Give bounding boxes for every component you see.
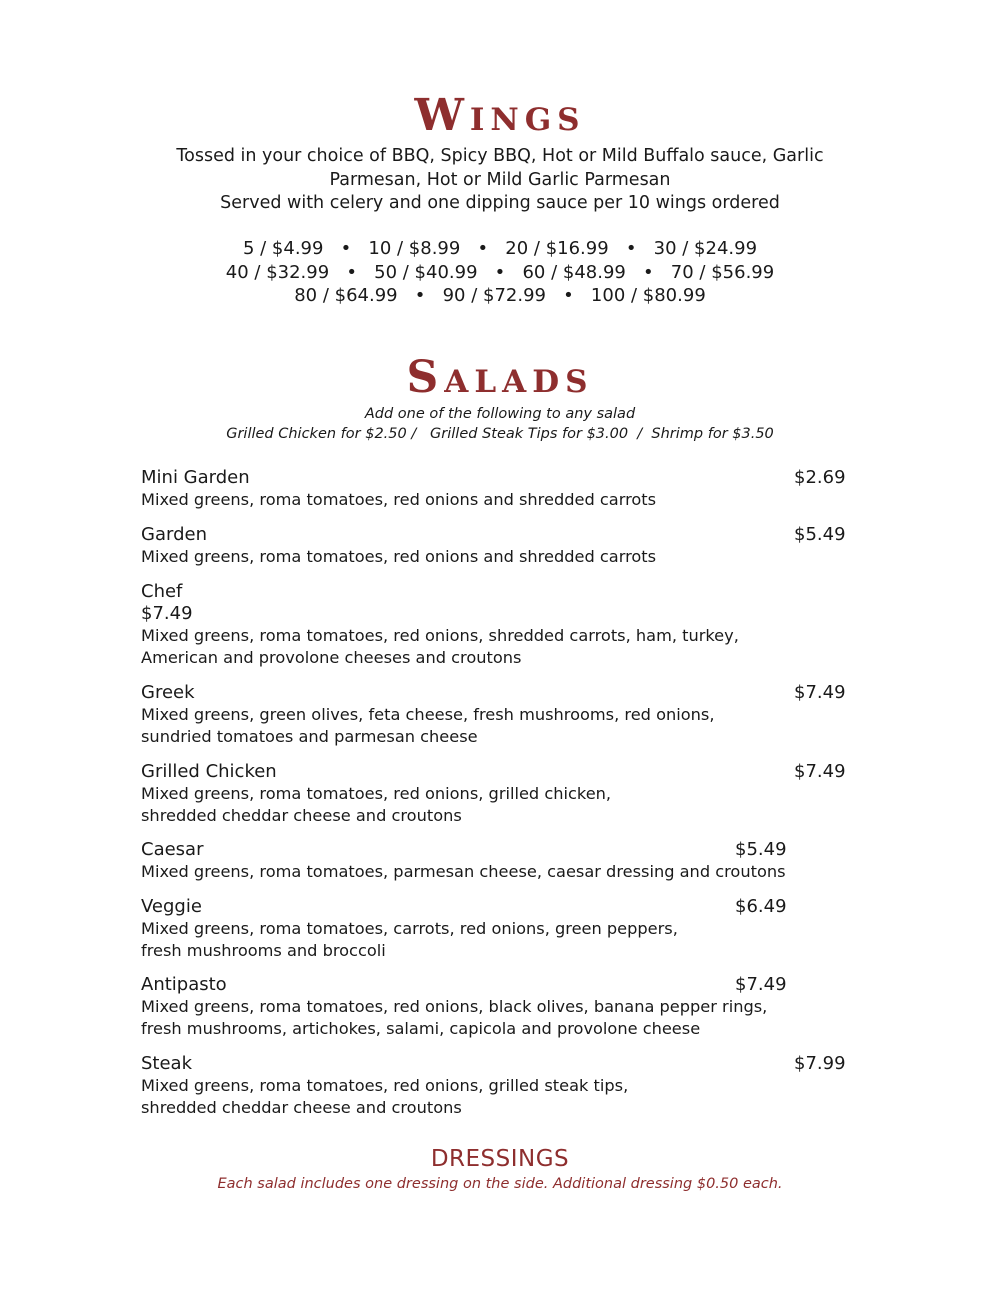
wings-heading: Wings bbox=[414, 90, 586, 141]
dressings-note: Each salad includes one dressing on the side. Additional dressing $0.50 each. bbox=[217, 1176, 783, 1192]
wings-description-line: Served with celery and one dipping sauce per 10 wings ordered bbox=[220, 193, 780, 213]
wings-price-line: 80 / $64.99 • 90 / $72.99 • 100 / $80.99 bbox=[294, 285, 706, 306]
salad-addon-note bbox=[0, 404, 1000, 444]
salad-description: Mixed greens, roma tomatoes, red onions, grilled steak tips, bbox=[141, 1076, 629, 1095]
salad-name: Mini Garden bbox=[141, 467, 250, 488]
salad-price: $7.99 bbox=[794, 1053, 846, 1074]
dressings-heading: DRESSINGS bbox=[430, 1146, 570, 1172]
wings-description-line: Tossed in your choice of BBQ, Spicy BBQ, Hot or Mild Buffalo sauce, Garlic bbox=[176, 146, 824, 166]
salad-item-antipasto bbox=[141, 974, 861, 1040]
salad-name: Garden bbox=[141, 524, 207, 545]
salad-price: $5.49 bbox=[794, 524, 846, 545]
salad-description: American and provolone cheeses and croutons bbox=[141, 648, 522, 667]
salad-item-caesar bbox=[141, 839, 861, 883]
salad-item-grilled-chicken bbox=[141, 761, 861, 827]
salad-description: Mixed greens, green olives, feta cheese, fresh mushrooms, red onions, bbox=[141, 705, 715, 724]
addon-intro: Add one of the following to any salad bbox=[364, 406, 636, 422]
salad-description: Mixed greens, roma tomatoes, parmesan cheese, caesar dressing and croutons bbox=[141, 862, 786, 881]
salad-description: Mixed greens, roma tomatoes, red onions, black olives, banana pepper rings, bbox=[141, 997, 768, 1016]
wings-price-line: 40 / $32.99 • 50 / $40.99 • 60 / $48.99 • 70 / $56.99 bbox=[225, 261, 775, 283]
salad-item-chef bbox=[141, 581, 861, 669]
addon-options: Grilled Chicken for $2.50 / Grilled Steak Tips for $3.00 / Shrimp for $3.50 bbox=[226, 426, 774, 442]
salad-description: Mixed greens, roma tomatoes, red onions and shredded carrots bbox=[141, 547, 657, 566]
salad-price: $5.49 bbox=[735, 839, 787, 860]
salad-item-veggie bbox=[141, 896, 861, 962]
salad-price: $7.49 bbox=[141, 603, 193, 624]
salad-description: Mixed greens, roma tomatoes, red onions, grilled chicken, bbox=[141, 784, 612, 803]
salad-description: Mixed greens, roma tomatoes, red onions and shredded carrots bbox=[141, 490, 657, 509]
wings-description-line: Parmesan, Hot or Mild Garlic Parmesan bbox=[329, 169, 671, 190]
salad-price: $6.49 bbox=[735, 896, 787, 917]
salad-description: fresh mushrooms and broccoli bbox=[141, 941, 386, 960]
wings-price-list bbox=[0, 237, 1000, 308]
salad-price: $7.49 bbox=[735, 974, 787, 995]
salad-item-greek bbox=[141, 682, 861, 748]
salad-item-garden bbox=[141, 524, 861, 568]
salad-description: Mixed greens, roma tomatoes, carrots, red onions, green peppers, bbox=[141, 919, 678, 938]
salad-name: Caesar bbox=[141, 839, 204, 860]
salad-description: shredded cheddar cheese and croutons bbox=[141, 806, 462, 825]
salad-price: $2.69 bbox=[794, 467, 846, 488]
salad-price: $7.49 bbox=[794, 682, 846, 703]
salad-name: Chef bbox=[141, 581, 183, 602]
salads-heading: Salads bbox=[406, 352, 594, 403]
wings-description bbox=[0, 145, 1000, 216]
salad-name: Greek bbox=[141, 682, 195, 703]
salad-name: Grilled Chicken bbox=[141, 761, 277, 782]
salad-price: $7.49 bbox=[794, 761, 846, 782]
salad-name: Antipasto bbox=[141, 974, 227, 995]
salad-description: fresh mushrooms, artichokes, salami, capicola and provolone cheese bbox=[141, 1019, 701, 1038]
salad-name: Veggie bbox=[141, 896, 202, 917]
salad-name: Steak bbox=[141, 1053, 193, 1074]
salad-item-mini-garden bbox=[141, 467, 861, 511]
salad-description: shredded cheddar cheese and croutons bbox=[141, 1098, 462, 1117]
wings-price-line: 5 / $4.99 • 10 / $8.99 • 20 / $16.99 • 30 / $24.99 bbox=[242, 238, 758, 259]
salad-item-steak bbox=[141, 1053, 861, 1119]
salad-description: Mixed greens, roma tomatoes, red onions, shredded carrots, ham, turkey, bbox=[141, 626, 739, 645]
salad-description: sundried tomatoes and parmesan cheese bbox=[141, 727, 478, 746]
